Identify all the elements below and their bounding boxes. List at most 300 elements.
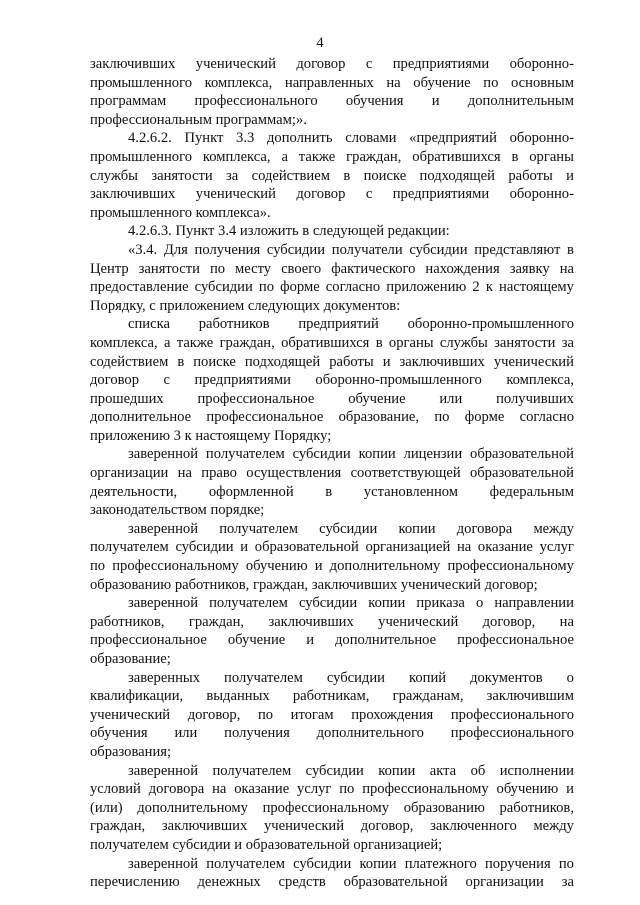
text-word: оборонно-промышленного [315,372,482,389]
text-word: органы [388,334,434,351]
text-line [90,650,574,669]
text-word: и [382,353,391,370]
text-word: граждан, [252,576,312,593]
text-word: Порядку; [273,427,332,444]
text-line [90,204,574,223]
text-word: ученический [90,706,171,723]
text-word: за [561,334,574,351]
text-line [90,464,574,483]
text-word: занятости [138,260,200,277]
text-word: оформленной [208,483,294,500]
text-word: комплекса, [204,74,273,91]
text-word: форме [280,279,320,296]
text-word: договор, [360,818,414,835]
text-word: поиске [363,167,407,184]
text-word: в [302,223,313,240]
text-word: заключивших [268,613,354,630]
text-word: подходящей [244,353,321,370]
text-word: порядке; [210,502,265,519]
text-word: обратившихся [412,148,501,165]
text-word: соответствующей [350,465,461,482]
text-word: субсидии [293,855,352,872]
text-word: работы [508,167,553,184]
text-word: ученический [195,186,276,203]
text-word: содействием [251,167,330,184]
text-word: средств [278,874,326,891]
text-word: договора [148,781,205,798]
text-word: заверенной [128,446,199,463]
text-word: заключивших [161,818,248,835]
text-word: получения [194,241,261,258]
text-word: настоящему [499,279,574,296]
text-word: копии [378,762,416,779]
text-word: на [177,465,192,482]
text-line [90,222,574,241]
text-word: редакции: [387,223,450,240]
text-word: словами [345,130,397,147]
text-word: или [439,390,463,407]
text-word: договор [90,372,140,389]
text-word: «3.4. [128,241,158,258]
text-word: между [533,520,574,537]
text-word: образования; [90,743,172,760]
text-word: приложению [386,279,467,296]
text-word: следующей [312,223,388,240]
text-word: по [90,558,106,575]
text-word: форме [464,409,505,426]
text-line [90,762,574,781]
text-word: обучению [496,781,559,798]
text-word: ученический [378,613,459,630]
text-word: комплекса, [202,148,271,165]
text-word: по [209,260,226,277]
text-word: профессиональное [206,409,324,426]
text-word: итогам [290,706,334,723]
text-word: заключивших [90,56,176,72]
text-word: в [177,353,185,370]
text-word: дополнительное [335,632,437,649]
text-word: или [174,725,198,742]
text-word: поиске [193,353,236,370]
text-word: договор, [187,706,241,723]
text-word: по [483,74,499,91]
text-word: условий [90,781,141,798]
text-word: профессиональному [262,799,390,816]
text-line [90,817,574,836]
text-word: между [533,818,574,835]
text-word: субсидии [175,539,234,556]
text-word: договор [296,56,346,72]
text-word: обучение [348,390,406,407]
text-word: направленных [284,74,374,91]
text-line [90,538,574,557]
text-line [90,278,574,297]
text-word: подходящей [419,167,495,184]
text-word: промышленного [90,148,192,165]
text-word: приложением [159,297,248,314]
text-word: к [485,279,493,296]
text-word: также [298,148,336,165]
text-word: согласно [519,409,574,426]
text-word: заверенной [128,762,199,779]
text-word: дополнительным [467,93,574,110]
text-word: заверенной [128,520,199,537]
text-word: прошедших [90,390,164,407]
text-word: субсидии [172,836,235,853]
text-word: получателем [205,446,285,463]
text-line [90,167,574,186]
text-word: направлении [494,595,574,612]
text-line [90,185,574,204]
text-word: договора [456,520,513,537]
text-word: оборонно-промышленного [407,316,574,333]
text-word: обучение [227,632,286,649]
text-word: обучению [245,558,308,575]
text-word: заключивших [311,576,401,593]
text-word: представляют [474,241,561,258]
text-word: гражданам, [392,688,464,705]
text-line [90,855,574,874]
text-word: организации [465,874,544,891]
text-word: организации [90,465,169,482]
text-word: по [434,409,450,426]
text-word: заключивших [399,353,485,370]
text-word: профессиональное [197,390,315,407]
text-word: законодательством [90,502,211,519]
text-word: образованию [90,576,175,593]
text-word: установленном [363,483,459,500]
text-word: дополнительное [90,409,192,426]
text-line [90,743,574,762]
text-line [90,315,574,334]
text-word: профессионального [450,706,574,723]
text-word: субсидии [266,241,326,258]
text-word: субсидии [326,669,385,686]
text-word: копии [358,446,396,463]
text-word: согласно [325,279,381,296]
text-word: исполнении [499,762,574,779]
text-word: работников [198,316,270,333]
text-word: за [561,874,574,891]
text-word: ученический [400,576,485,593]
text-word: образование; [90,651,171,667]
text-word: услуг [297,781,332,798]
text-line [90,520,574,539]
text-word: получателем [90,539,169,556]
text-word: (или) [90,799,123,816]
text-word: 2 [472,279,480,296]
text-word: с [365,186,373,203]
text-word: граждан, [346,148,402,165]
text-line [90,92,574,111]
text-word: акта [429,762,457,779]
text-word: программам;». [215,111,307,128]
text-word: органы [529,148,574,165]
text-word: получателем [206,855,285,872]
text-line [90,873,574,892]
text-line [90,576,574,595]
text-word: по [339,781,355,798]
text-word: Пункт [184,130,224,147]
text-word: по [558,855,574,872]
text-word: нахождения [425,260,500,277]
text-word: осуществления [246,465,342,482]
text-line [90,111,574,130]
text-word: копии [368,595,406,612]
text-word: по [258,279,275,296]
text-line [90,260,574,279]
text-word: организацией; [353,836,443,853]
text-word: с [149,297,160,314]
text-word: занятости [494,334,556,351]
text-word: профессиональным [90,111,216,128]
text-word: получателем [90,836,173,853]
text-word: образовательной [245,836,354,853]
text-word: приказа [416,595,465,612]
text-word: службы [439,334,488,351]
text-word: и [306,632,315,649]
text-line [90,445,574,464]
text-word: оказание [234,781,290,798]
text-line [90,724,574,743]
text-word: оказание [477,539,533,556]
text-word: профессионального [194,93,318,110]
text-word: федеральным [489,483,574,500]
text-line [90,371,574,390]
text-word: субсидии [298,595,358,612]
text-word: субсидии [305,762,364,779]
text-word: профессиональное [457,632,574,649]
text-word: предприятиями [194,372,291,389]
text-word: в [325,483,333,500]
text-word: образовательной [343,874,448,891]
text-word: промышленного [90,204,196,221]
text-line [90,706,574,725]
text-word: оборонно- [509,130,574,147]
text-word: программам [90,93,167,110]
text-word: лицензии [403,446,463,463]
text-word: обучения [90,725,148,742]
text-line [90,55,574,74]
text-word: комплекса, [506,372,574,389]
text-word: дополнительному [329,558,441,575]
text-word: получатели [331,241,403,258]
text-word: работы [329,353,374,370]
text-word: работников, [90,613,165,630]
text-word: занятости [151,167,213,184]
text-word: на [212,781,227,798]
text-word: профессиональному [447,558,574,575]
text-word: перечислению [90,874,180,891]
text-word: в [343,167,351,184]
text-word: 4.2.6.2. [128,130,172,147]
text-word: выданных [206,688,270,705]
text-word: образование, [338,409,420,426]
text-word: по [257,706,274,723]
text-word: право [201,465,237,482]
text-word: комплекса, [90,334,158,351]
text-word: ученический [195,56,276,72]
text-word: на [559,260,574,277]
text-word: комплекса». [195,204,271,221]
text-word: образовательной [470,446,574,463]
text-line [90,241,574,260]
text-word: обучения [345,93,404,110]
text-word: следующих [247,297,324,314]
text-word: дополнить [266,130,333,147]
text-word: а [163,334,171,351]
text-word: обратившихся [281,334,370,351]
text-word: работников, [499,799,574,816]
text-word: дополнительного [316,725,424,742]
text-word: копии [398,520,436,537]
text-word: договор; [484,576,538,593]
text-word: Порядку, [90,297,150,314]
text-word: «предприятий [409,130,497,147]
text-word: организацией [365,539,451,556]
text-word: содействием [90,353,169,370]
text-word: получателем [219,520,298,537]
text-word: на [559,613,574,630]
text-word: получивших [496,390,574,407]
text-word: в [567,241,574,258]
text-word: копии [359,855,397,872]
text-word: профессиональное [90,632,207,649]
text-word: получателем [209,595,288,612]
text-word: с [365,56,373,72]
text-word: месту [235,260,272,277]
text-word: получения [224,725,290,742]
text-line [90,129,574,148]
text-word: поручения [485,855,551,872]
text-word: Для [163,241,188,258]
text-word: копий [408,669,447,686]
text-word: предоставление [90,279,189,296]
text-word: своего [281,260,322,277]
text-word: образовательной [254,539,359,556]
text-word: 3 [173,427,185,444]
text-word: денежных [197,874,261,891]
text-word: 3.3 [236,130,255,147]
text-word: договор, [482,613,536,630]
text-word: образовательной [469,465,574,482]
text-line [90,780,574,799]
text-word: прохождения [351,706,434,723]
text-word: ученический [263,818,345,835]
text-word: заключенного [430,818,517,835]
text-word: граждан, [219,334,275,351]
text-word: квалификации, [90,688,184,705]
text-line [90,74,574,93]
text-word: образованию [403,799,485,816]
text-word: к [184,427,196,444]
text-word: за [226,167,239,184]
text-word: Центр [90,260,129,277]
text-word: платежного [404,855,477,872]
text-word: субсидии [409,241,468,258]
text-word: субсидии [194,279,253,296]
text-word: заключившим [486,688,574,705]
text-line [90,390,574,409]
text-word: в [375,334,383,351]
text-word: получателем [224,669,303,686]
text-word: 3.4 [218,223,240,240]
text-word: граждан, [90,818,146,835]
text-word: заверенной [128,595,199,612]
text-line [90,297,574,316]
text-word: и [314,558,323,575]
text-line [90,334,574,353]
text-word: а [281,148,288,165]
text-line [90,594,574,613]
text-word: и [566,167,574,184]
text-line [90,799,574,818]
text-word: с [163,372,171,389]
text-line [90,353,574,372]
text-word: и [566,781,574,798]
text-word: также [176,334,214,351]
page-number: 4 [316,35,324,51]
text-word: Пункт [175,223,219,240]
text-word: документов [470,669,543,686]
text-word: службы [90,167,138,184]
text-word: промышленного [90,74,192,91]
text-line [90,669,574,688]
text-word: профессиональному [362,781,489,798]
text-word: и [431,93,440,110]
text-line [90,427,574,446]
text-word: получателем [212,762,292,779]
text-word: работникам, [292,688,370,705]
text-line [90,836,574,855]
text-word: заявку [509,260,550,277]
text-word: услуг [539,539,574,556]
text-word: на [456,539,472,556]
text-word: заверенных [128,669,201,686]
text-line [90,687,574,706]
text-word: обучение [413,74,471,91]
text-line [90,148,574,167]
text-word: субсидии [292,446,351,463]
text-word: об [470,762,486,779]
text-word: 4.2.6.3. [128,223,176,240]
text-word: субсидии [319,520,378,537]
text-word: предприятий [298,316,379,333]
text-word: профессионального [450,725,574,742]
text-word: работников, [174,576,253,593]
text-word: и [240,539,249,556]
text-word: оборонно- [509,56,574,72]
text-word: оборонно- [509,186,574,203]
text-line [90,631,574,650]
text-word: профессиональному [112,558,239,575]
text-word: деятельности, [90,483,178,500]
text-word: списка [128,316,170,333]
text-word: дополнительному [137,799,248,816]
text-word: ученический [493,353,574,370]
text-word: основным [511,74,574,91]
text-word: о [475,595,484,612]
text-word: на [386,74,401,91]
document-body [90,55,574,892]
text-line [90,501,574,520]
text-word: приложению [90,427,174,444]
text-word: и [234,836,246,853]
text-word: о [566,669,574,686]
text-word: заключивших [90,186,176,203]
text-word: предприятиями [392,56,490,72]
text-word: предприятиями [392,186,490,203]
